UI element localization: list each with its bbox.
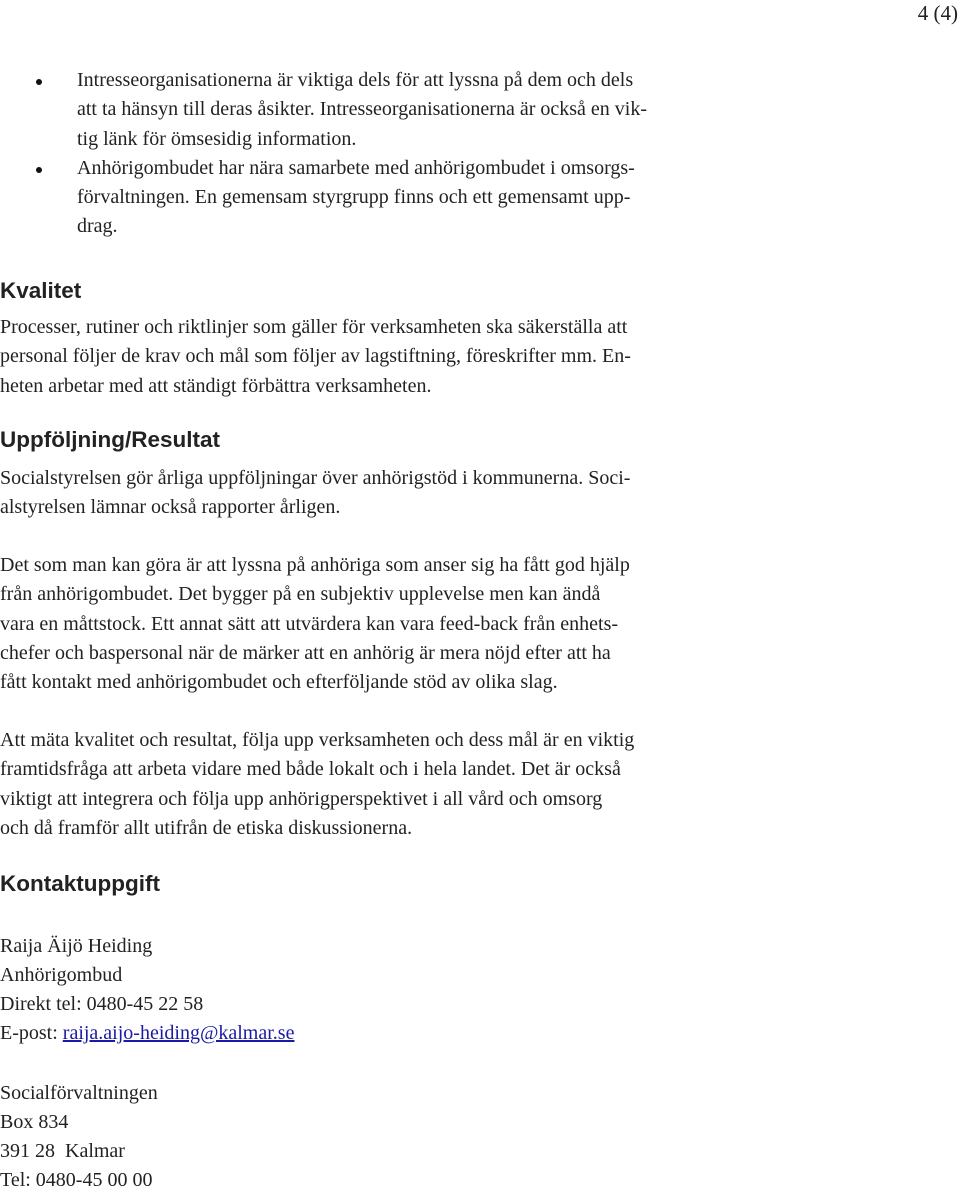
- page-number: 4 (4): [917, 1, 958, 25]
- text-line: Processer, rutiner och riktlinjer som gäller för verksamheten ska säkerställa att: [0, 316, 628, 338]
- text-line: Det som man kan göra är att lyssna på anhöriga som anser sig ha fått god hjälp: [0, 554, 630, 576]
- text-line: Att mäta kvalitet och resultat, följa upp verksamheten och dess mål är en viktig: [0, 729, 635, 751]
- bullet-line: Anhörigombudet har nära samarbete med anhörigombudet i omsorgs-: [77, 156, 635, 179]
- bullet-icon: [36, 79, 42, 85]
- text-line: personal följer de krav och mål som följer av lagstiftning, föreskrifter mm. En-: [0, 345, 631, 368]
- paragraph-uppfoljning-1: [0, 464, 800, 523]
- contact-block: [0, 932, 294, 1048]
- contact-role: Anhörigombud: [0, 964, 123, 986]
- list-item: [2, 154, 797, 242]
- address-org: Socialförvaltningen: [0, 1082, 158, 1104]
- text-line: framtidsfråga att arbeta vidare med både lokalt och i hela landet. Det är också: [0, 758, 621, 781]
- address-block: [0, 1079, 158, 1195]
- paragraph-uppfoljning-2: [0, 551, 800, 697]
- paragraph-uppfoljning-3: [0, 726, 800, 843]
- email-label: E-post:: [0, 1022, 63, 1044]
- text-line: alstyrelsen lämnar också rapporter årligen.: [0, 496, 341, 519]
- text-line: heten arbetar med att ständigt förbättra verksamheten.: [0, 374, 432, 397]
- heading-kvalitet: Kvalitet: [0, 278, 82, 303]
- bullet-list: [2, 66, 802, 242]
- text-line: chefer och baspersonal när de märker att en anhörig är mera nöjd efter att ha: [0, 641, 611, 664]
- heading-kontakt: Kontaktuppgift: [0, 871, 160, 896]
- text-line: vara en måttstock. Ett annat sätt att utvärdera kan vara feed-back från enhets-: [0, 612, 619, 635]
- paragraph-kvalitet: [0, 313, 800, 401]
- text-line: från anhörigombudet. Det bygger på en subjektiv upplevelse men kan ändå: [0, 583, 601, 606]
- bullet-line: tig länk för ömsesidig information.: [77, 127, 357, 150]
- document-body: [2, 66, 802, 242]
- contact-email-row: [0, 1019, 294, 1048]
- contact-phone: Direkt tel: 0480-45 22 58: [0, 993, 204, 1015]
- bullet-line: Intresseorganisationerna är viktiga dels för att lyssna på dem och dels: [77, 69, 634, 91]
- contact-name: Raija Äijö Heiding: [0, 935, 153, 957]
- bullet-line: förvaltningen. En gemensam styrgrupp finns och ett gemensamt upp-: [77, 186, 631, 209]
- text-line: fått kontakt med anhörigombudet och efterföljande stöd av olika slag.: [0, 671, 558, 694]
- text-line: och då framför allt utifrån de etiska diskussionerna.: [0, 816, 413, 839]
- text-line: viktigt att integrera och följa upp anhörigperspektivet i all vård och omsorg: [0, 787, 603, 810]
- heading-uppfoljning: Uppföljning/Resultat: [0, 427, 220, 452]
- address-city: 391 28 Kalmar: [0, 1140, 125, 1162]
- list-item: [2, 66, 797, 154]
- bullet-line: drag.: [77, 215, 118, 238]
- text-line: Socialstyrelsen gör årliga uppföljningar över anhörigstöd i kommunerna. Soci-: [0, 467, 631, 489]
- bullet-icon: [36, 167, 42, 173]
- address-box: Box 834: [0, 1111, 69, 1133]
- bullet-line: att ta hänsyn till deras åsikter. Intresseorganisationerna är också en vik-: [77, 98, 647, 121]
- email-link[interactable]: raija.aijo-heiding@kalmar.se: [62, 1022, 295, 1044]
- address-tel: Tel: 0480-45 00 00: [0, 1169, 153, 1191]
